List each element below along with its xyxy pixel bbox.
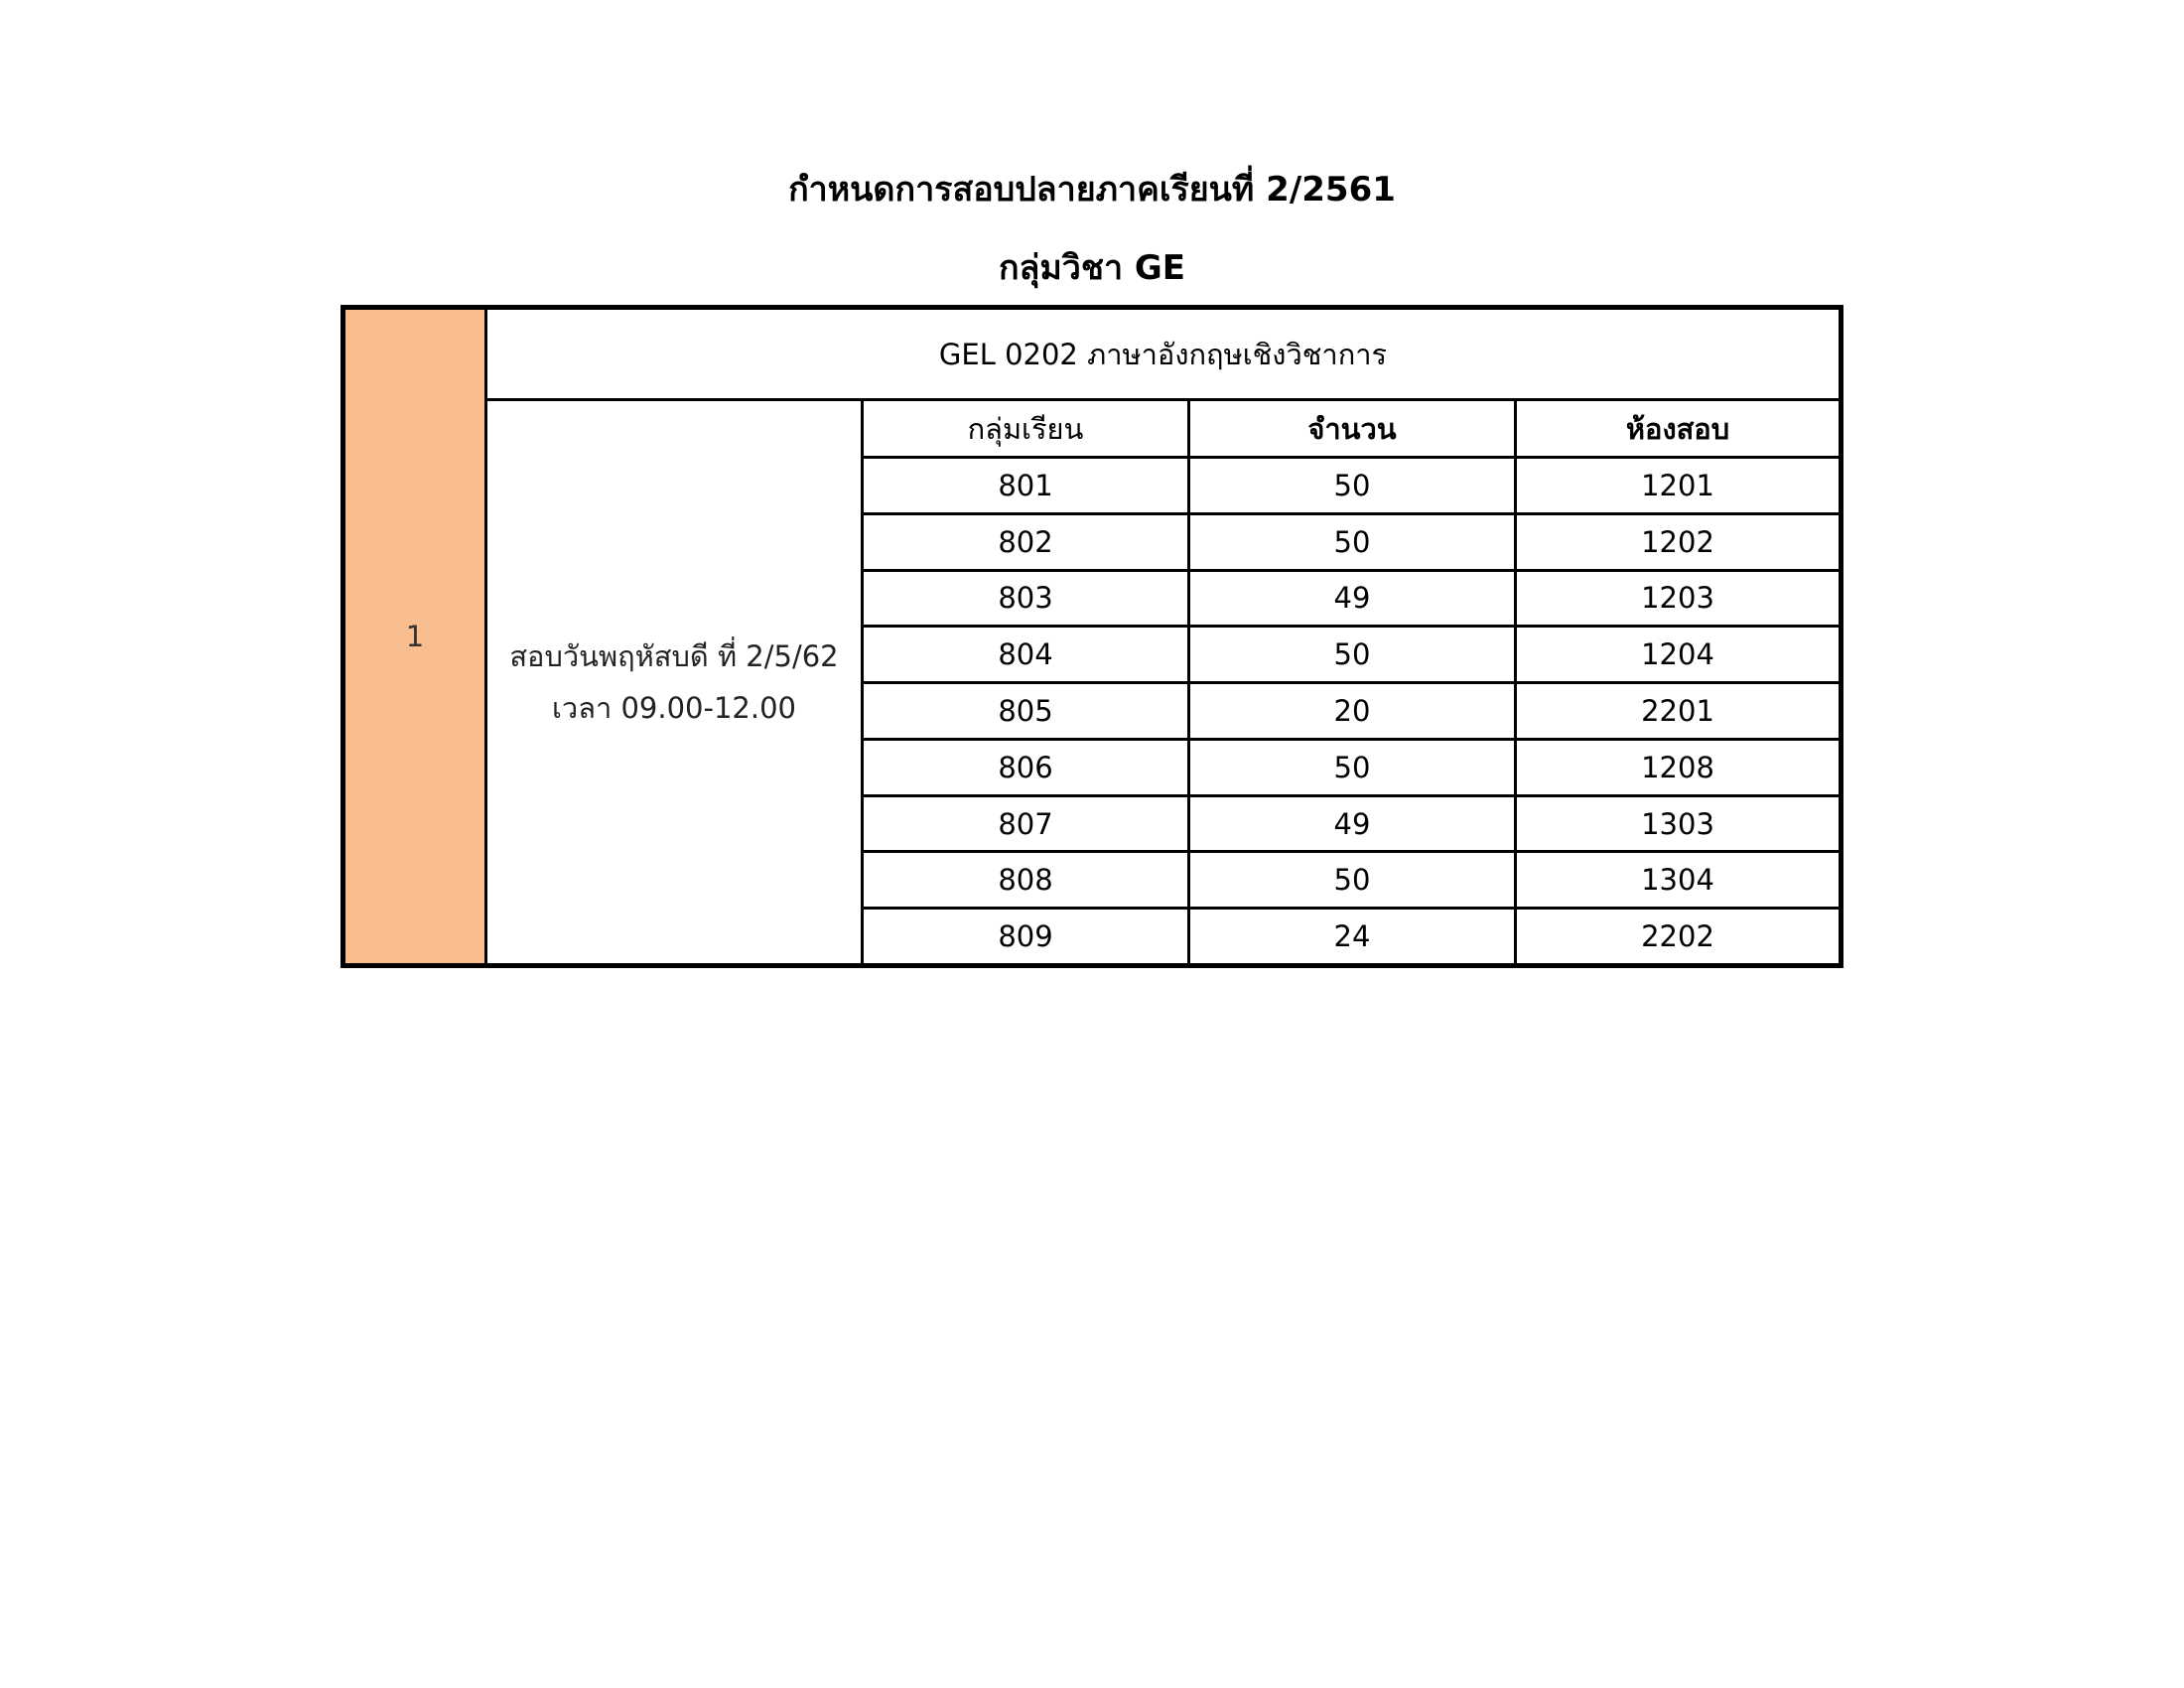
student-count-cell: 49	[1189, 570, 1516, 627]
student-count-cell: 50	[1189, 458, 1516, 514]
exam-date: สอบวันพฤหัสบดี ที่ 2/5/62	[509, 639, 839, 674]
column-header-row	[343, 400, 1842, 458]
exam-room-cell: 1201	[1516, 458, 1842, 514]
header-study-group: กลุ่มเรียน	[863, 400, 1189, 458]
student-count-cell: 50	[1189, 513, 1516, 570]
course-title-cell: GEL 0202 ภาษาอังกฤษเชิงวิชาการ	[486, 308, 1842, 400]
study-group-cell: 801	[863, 458, 1189, 514]
study-group-cell: 808	[863, 852, 1189, 909]
exam-time: เวลา 09.00-12.00	[552, 691, 796, 726]
document-subtitle: กลุ่มวิชา GE	[998, 248, 1186, 288]
exam-datetime-cell	[486, 400, 863, 966]
exam-schedule-table	[341, 305, 1843, 968]
item-number-cell: 1	[343, 308, 486, 966]
student-count-cell: 24	[1189, 909, 1516, 966]
header-exam-room: ห้องสอบ	[1516, 400, 1842, 458]
exam-room-cell: 2201	[1516, 683, 1842, 740]
study-group-cell: 809	[863, 909, 1189, 966]
exam-room-cell: 1208	[1516, 739, 1842, 795]
study-group-cell: 802	[863, 513, 1189, 570]
student-count-cell: 20	[1189, 683, 1516, 740]
exam-room-cell: 1202	[1516, 513, 1842, 570]
exam-room-cell: 2202	[1516, 909, 1842, 966]
document-title: กำหนดการสอบปลายภาคเรียนที่ 2/2561	[788, 170, 1396, 210]
course-row	[343, 308, 1842, 400]
study-group-cell: 805	[863, 683, 1189, 740]
exam-room-cell: 1204	[1516, 627, 1842, 683]
student-count-cell: 50	[1189, 739, 1516, 795]
student-count-cell: 50	[1189, 627, 1516, 683]
exam-room-cell: 1303	[1516, 795, 1842, 852]
study-group-cell: 807	[863, 795, 1189, 852]
study-group-cell: 804	[863, 627, 1189, 683]
exam-room-cell: 1304	[1516, 852, 1842, 909]
header-student-count: จำนวน	[1189, 400, 1516, 458]
student-count-cell: 50	[1189, 852, 1516, 909]
exam-room-cell: 1203	[1516, 570, 1842, 627]
study-group-cell: 806	[863, 739, 1189, 795]
student-count-cell: 49	[1189, 795, 1516, 852]
study-group-cell: 803	[863, 570, 1189, 627]
